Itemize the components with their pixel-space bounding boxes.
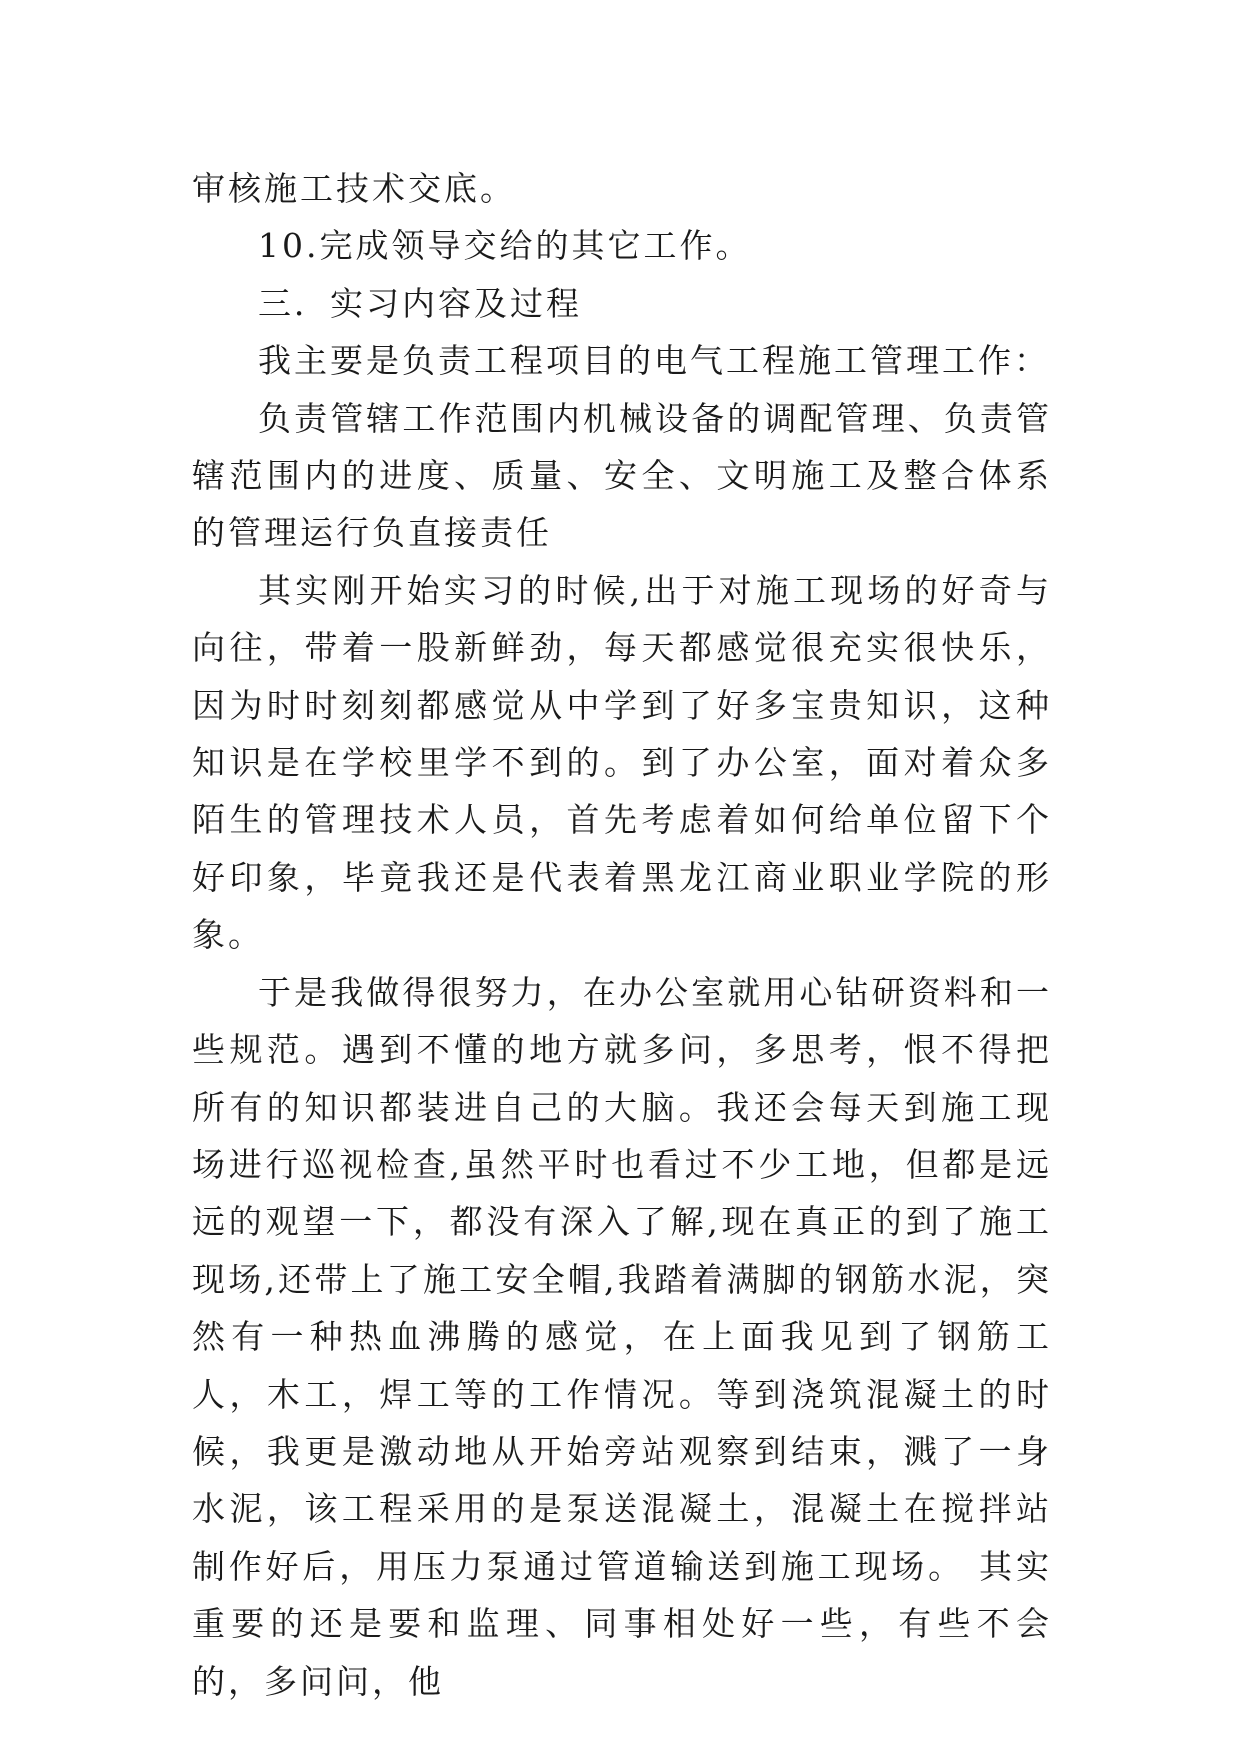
document-body — [192, 160, 1052, 1710]
paragraph-1: 审核施工技术交底。 — [192, 169, 516, 208]
paragraph-2: 10.完成领导交给的其它工作。 — [258, 226, 752, 266]
paragraph-5: 负责管辖工作范围内机械设备的调配管理、负责管辖范围内的进度、质量、安全、文明施工及整合体系的管理运行负直接责任 — [192, 398, 1052, 553]
paragraph-7: 于是我做得很努力，在办公室就用心钻研资料和一些规范。遇到不懂的地方就多问，多思考，恨不得把所有的知识都装进自己的大脑。我还会每天到施工现场进行巡视检查,虽然平时也看过不少工地，但都是远远的观望一下，都没有深入了解,现在真正的到了施工现场,还带上了施工安全帽,我踏着满脚的钢筋水泥，突然有一种热血沸腾的感觉，在上面我见到了钢筋工人，木工，焊工等的工作情况。等到浇筑混凝土的时候，我更是激动地从开始旁站观察到结束，溅了一身水泥，该工程采用的是泵送混凝土，混凝土在搅拌站制作好后，用压力泵通过管道输送到施工现场。 其实重要的还是要和监理、同事相处好一些，有些不会的，多问问，他 — [192, 972, 1052, 1701]
section-heading: 三．实习内容及过程 — [258, 283, 582, 323]
paragraph-6: 其实刚开始实习的时候,出于对施工现场的好奇与向往，带着一股新鲜劲，每天都感觉很充实很快乐，因为时时刻刻都感觉从中学到了好多宝贵知识，这种知识是在学校里学不到的。到了办公室，面对着众多陌生的管理技术人员，首先考虑着如何给单位留下个好印象，毕竟我还是代表着黑龙江商业职业学院的形象。 — [192, 570, 1052, 955]
paragraph-4: 我主要是负责工程项目的电气工程施工管理工作： — [258, 341, 1050, 381]
